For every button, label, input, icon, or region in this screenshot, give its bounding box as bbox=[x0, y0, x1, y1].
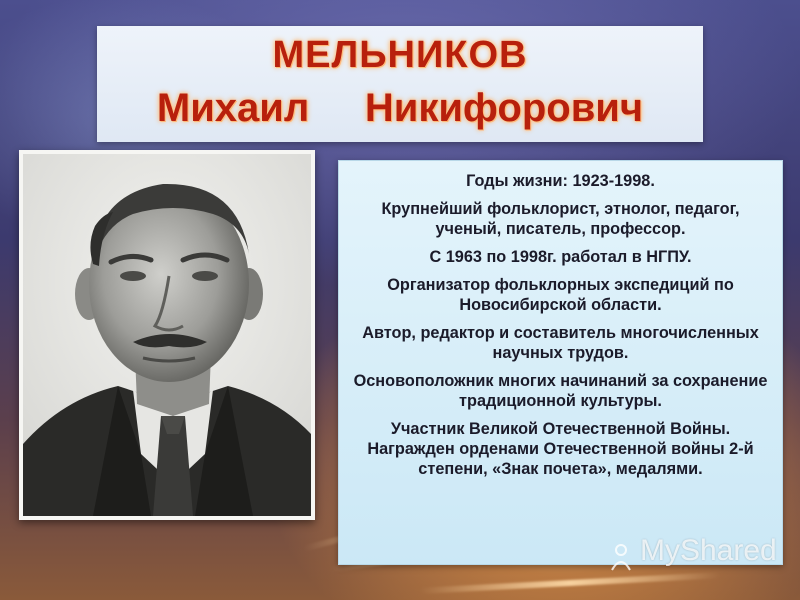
watermark-text: MyShared bbox=[640, 534, 777, 567]
bio-expeditions: Организатор фольклорных экспедиций по Новосибирской области. bbox=[387, 276, 734, 314]
bio-work-ngpu: С 1963 по 1998г. работал в НГПУ. bbox=[429, 248, 692, 266]
given-names-title: Михаил Никифорович bbox=[156, 86, 644, 130]
portrait-photo-image bbox=[23, 154, 311, 516]
bio-author: Автор, редактор и составитель многочисленных научных трудов. bbox=[362, 324, 759, 362]
bio-war-awards: Участник Великой Отечественной Войны. Награжден орденами Отечественной войны 2-й степени, «Знак почета», медалями. bbox=[367, 420, 754, 478]
biography-panel bbox=[338, 160, 783, 565]
light-streak bbox=[420, 572, 720, 594]
bio-founder: Основоположник многих начинаний за сохранение традиционной культуры. bbox=[353, 372, 768, 410]
bio-life-years: Годы жизни: 1923-1998. bbox=[466, 172, 655, 190]
portrait-photo bbox=[19, 150, 315, 520]
surname-title: МЕЛЬНИКОВ bbox=[272, 34, 528, 76]
bio-profession: Крупнейший фольклорист, этнолог, педагог, ученый, писатель, профессор. bbox=[381, 200, 740, 238]
title-banner bbox=[97, 26, 703, 142]
myshared-logo-icon bbox=[604, 540, 638, 574]
